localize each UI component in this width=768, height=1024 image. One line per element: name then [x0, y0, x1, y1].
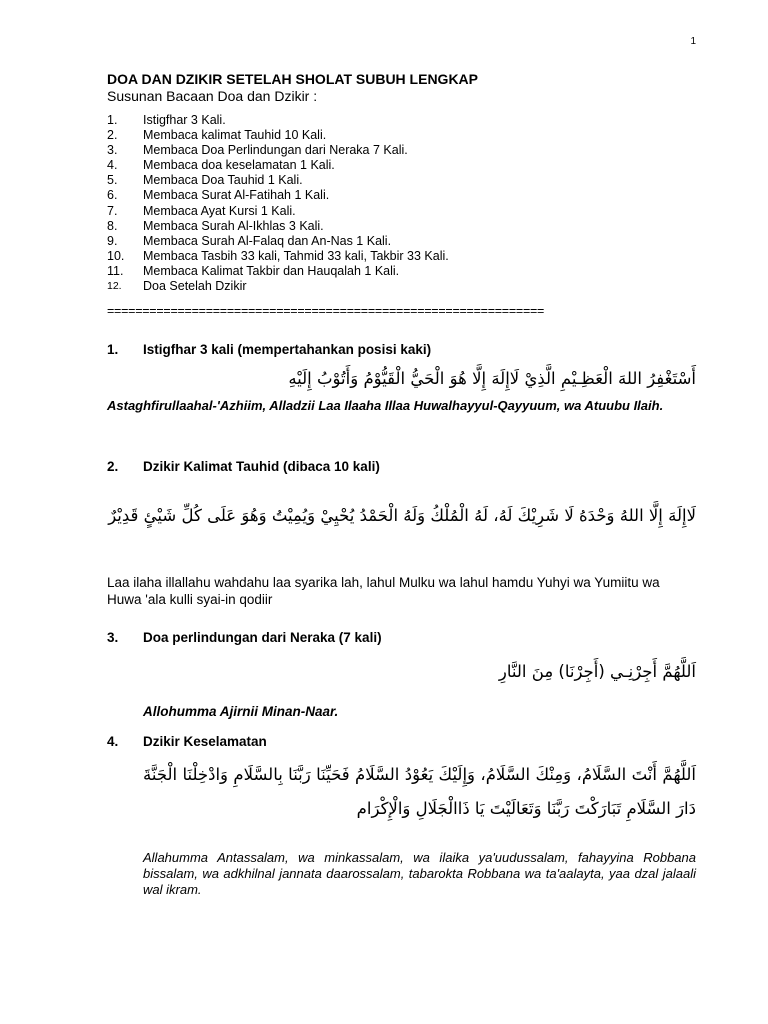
list-item: [107, 204, 667, 219]
section-title: Dzikir Keselamatan: [143, 734, 267, 749]
list-item-number: 5.: [107, 173, 118, 188]
list-item: [107, 113, 667, 128]
section-title: Dzikir Kalimat Tauhid (dibaca 10 kali): [143, 459, 380, 474]
list-item-number: 3.: [107, 143, 118, 158]
section-number: 3.: [107, 630, 119, 645]
list-item: [107, 188, 667, 203]
section-number: 4.: [107, 734, 119, 749]
list-item: [107, 249, 667, 264]
list-item-number: 1.: [107, 113, 118, 127]
list-item: [107, 234, 667, 249]
list-item: [107, 128, 667, 143]
list-item-text: Membaca Ayat Kursi 1 Kali.: [143, 203, 296, 218]
section-title: Doa perlindungan dari Neraka (7 kali): [143, 630, 382, 645]
section-number: 1.: [107, 342, 119, 357]
list-item: [107, 143, 667, 158]
list-item-text: Membaca Tasbih 33 kali, Tahmid 33 kali, Takbir 33 Kali.: [143, 248, 449, 263]
list-item-text: Membaca Surat Al-Fatihah 1 Kali.: [143, 188, 330, 203]
list-item-text: Doa Setelah Dzikir: [143, 279, 247, 294]
section-heading: [107, 459, 380, 474]
section-heading: [107, 342, 431, 357]
list-item-text: Membaca kalimat Tauhid 10 Kali.: [143, 128, 327, 143]
section-title: Istigfhar 3 kali (mempertahankan posisi kaki): [143, 342, 432, 357]
document-title: DOA DAN DZIKIR SETELAH SHOLAT SUBUH LENGKAP: [107, 71, 478, 87]
section-heading: [107, 630, 382, 645]
list-item-text: Membaca Surah Al-Falaq dan An-Nas 1 Kali.: [143, 233, 392, 248]
list-item-text: Membaca Doa Tauhid 1 Kali.: [143, 173, 303, 188]
section-number: 2.: [107, 459, 119, 474]
section-heading: [107, 734, 267, 749]
list-item: [107, 173, 667, 188]
reading-order-list: [107, 113, 667, 294]
list-item-text: Istigfhar 3 Kali.: [143, 113, 226, 127]
list-item-number: 7.: [107, 203, 118, 218]
list-item-text: Membaca Doa Perlindungan dari Neraka 7 Kali.: [143, 143, 408, 158]
list-item-number: 12.: [107, 280, 122, 293]
list-item-number: 8.: [107, 218, 118, 233]
list-item: [107, 279, 667, 294]
transliteration: Astaghfirullaahal-'Azhiim, Alladzii Laa Ilaaha Illaa Huwalhayyul-Qayyuum, wa Atuubu Ilaih.: [107, 398, 664, 413]
transliteration: Allohumma Ajirnii Minan-Naar.: [143, 704, 339, 719]
list-item-text: Membaca doa keselamatan 1 Kali.: [143, 158, 335, 173]
list-item: [107, 158, 667, 173]
arabic-text: اَللَّهُمَّ أَنْتَ السَّلَامُ، وَمِنْكَ السَّلَامُ، وَإِلَيْكَ يَعُوْدُ السَّلَامُ فَحَيِّنَا رَبَّنَا بِالسَّلَامِ وَادْخِلْنَا الْجَنَّةَ دَارَ السَّلَامِ تَبَارَكْتَ رَبَّنَا وَتَعَالَيْتَ يَا ذَاالْجَلَالِ وَالْإِكْرَام: [143, 765, 696, 818]
divider-line: ==============================================================: [107, 304, 545, 318]
page-number: 1: [690, 36, 696, 47]
arabic-text: اَللَّهُمَّ أَجِرْنِـي (أَجِرْنَا) مِنَ النَّارِ: [498, 662, 696, 681]
list-item-number: 6.: [107, 188, 118, 203]
transliteration: Laa ilaha illallahu wahdahu laa syarika lah, lahul Mulku wa lahul hamdu Yuhyi wa Yumiitu wa Huwa 'ala kulli syai-in qodiir: [107, 575, 660, 607]
list-item: [107, 264, 667, 279]
transliteration: Allahumma Antassalam, wa minkassalam, wa ilaika ya'uudussalam, fahayyina Robbana bissalam, wa adkhilnal jannata daarossalam, tabarokta Robbana wa ta'aalayta, yaa dzal jalaali wal ikram.: [143, 850, 696, 897]
list-item-text: Membaca Surah Al-Ikhlas 3 Kali.: [143, 218, 324, 233]
list-item-number: 2.: [107, 128, 118, 143]
arabic-text: أَسْتَغْفِرُ اللهَ الْعَظِـيْمِ الَّذِيْ لَاإِلَهَ إِلَّا هُوَ الْحَيُّ الْقَيُّوْمُ وَأَتُوْبُ إِلَيْهِ: [288, 369, 696, 388]
list-item-number: 9.: [107, 233, 118, 248]
list-item-text: Membaca Kalimat Takbir dan Hauqalah 1 Kali.: [143, 263, 400, 278]
list-item-number: 11.: [107, 263, 124, 278]
list-item: [107, 219, 667, 234]
document-subtitle: Susunan Bacaan Doa dan Dzikir :: [107, 88, 318, 104]
list-item-number: 4.: [107, 158, 118, 173]
list-item-number: 10.: [107, 248, 125, 263]
arabic-text: لَاإِلَهَ إِلَّا اللهُ وَحْدَهُ لَا شَرِيْكَ لَهُ، لَهُ الْمُلْكُ وَلَهُ الْحَمْدُ يُحْيِيْ وَيُمِيْتُ وَهُوَ عَلَى كُلِّ شَيْئٍ قَدِيْرٌ: [108, 506, 696, 525]
